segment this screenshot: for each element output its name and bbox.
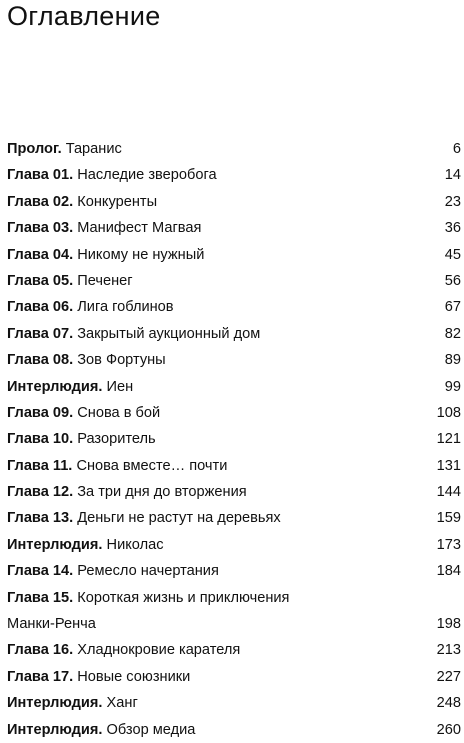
toc-entry-label: Глава 12. <box>7 484 74 501</box>
toc-entry-title: Наследие зверобога <box>77 167 217 184</box>
toc-entry[interactable] <box>7 242 461 268</box>
toc-entry-text <box>7 374 417 400</box>
toc-entry-label: Глава 16. <box>7 642 74 659</box>
toc-entry-text <box>7 453 417 479</box>
toc-entry[interactable] <box>7 585 461 638</box>
toc-entry[interactable] <box>7 690 461 716</box>
toc-entry-title: За три дня до вторжения <box>77 484 247 501</box>
toc-entry-label: Интерлюдия. <box>7 721 103 738</box>
toc-entry-title: Зов Фортуны <box>77 352 166 369</box>
toc-entry-title: Таранис <box>65 141 122 157</box>
toc-entry-text <box>7 347 417 373</box>
toc-list <box>7 136 461 743</box>
toc-entry-text <box>7 321 417 347</box>
toc-entry-text <box>7 585 417 638</box>
toc-entry-text <box>7 242 417 268</box>
toc-entry[interactable] <box>7 453 461 479</box>
toc-entry-label: Глава 02. <box>7 193 74 210</box>
toc-entry[interactable] <box>7 162 461 188</box>
toc-entry-text <box>7 505 417 531</box>
toc-page-number: 108 <box>436 404 461 421</box>
toc-entry-label: Глава 11. <box>7 457 73 474</box>
toc-entry[interactable] <box>7 400 461 426</box>
toc-entry-text <box>7 162 417 188</box>
toc-entry-title: Новые союзники <box>77 668 191 685</box>
toc-page-number: 56 <box>444 272 461 289</box>
toc-entry-label: Глава 05. <box>7 272 74 289</box>
toc-page-number: 89 <box>444 352 461 369</box>
toc-page-number: 131 <box>436 457 461 474</box>
toc-entry-text <box>7 717 417 743</box>
toc-page-number: 184 <box>436 563 461 580</box>
toc-entry-text <box>7 189 417 215</box>
toc-entry-title: Лига гоблинов <box>77 299 174 316</box>
toc-entry[interactable] <box>7 664 461 690</box>
toc-entry-text <box>7 637 417 663</box>
toc-entry-text <box>7 268 417 294</box>
toc-entry-label: Глава 03. <box>7 220 74 237</box>
toc-entry-label: Глава 14. <box>7 563 74 580</box>
toc-entry-title: Конкуренты <box>77 193 158 210</box>
toc-entry[interactable] <box>7 479 461 505</box>
toc-entry-text <box>7 426 417 452</box>
toc-entry-label: Глава 04. <box>7 246 74 263</box>
toc-entry-text <box>7 136 417 162</box>
toc-entry-title: Печенег <box>77 272 133 289</box>
toc-entry[interactable] <box>7 321 461 347</box>
toc-entry[interactable] <box>7 189 461 215</box>
toc-entry[interactable] <box>7 505 461 531</box>
toc-page-number: 14 <box>444 167 461 184</box>
toc-entry-label: Интерлюдия. <box>7 378 103 395</box>
toc-entry-text <box>7 532 417 558</box>
toc-entry-title: Ханг <box>106 695 138 712</box>
toc-entry[interactable] <box>7 347 461 373</box>
toc-entry-title: Закрытый аукционный дом <box>77 325 261 342</box>
toc-entry-label: Глава 15. <box>7 589 74 606</box>
toc-entry[interactable] <box>7 637 461 663</box>
toc-page-number: 144 <box>436 484 461 501</box>
toc-entry-label: Глава 09. <box>7 404 74 421</box>
toc-page-number: 82 <box>444 325 461 342</box>
toc-page-number: 99 <box>444 378 461 395</box>
toc-page-number: 45 <box>444 246 461 263</box>
toc-entry[interactable] <box>7 426 461 452</box>
toc-page-number: 23 <box>444 193 461 210</box>
toc-page-number: 248 <box>436 695 461 712</box>
toc-page-number: 159 <box>436 510 461 527</box>
toc-entry-label: Глава 06. <box>7 299 74 316</box>
toc-page-number: 213 <box>436 642 461 659</box>
toc-entry[interactable] <box>7 558 461 584</box>
toc-entry-text <box>7 479 417 505</box>
toc-entry-label: Интерлюдия. <box>7 536 103 553</box>
toc-page-number: 36 <box>444 220 461 237</box>
toc-entry-title: Обзор медиа <box>106 721 196 738</box>
toc-page-number: 227 <box>436 668 461 685</box>
toc-entry-title: Иен <box>106 378 134 395</box>
toc-entry-text <box>7 294 417 320</box>
toc-entry-title: Хладнокровие карателя <box>77 642 241 659</box>
toc-page-number: 260 <box>436 721 461 738</box>
toc-entry-label: Глава 17. <box>7 668 74 685</box>
toc-entry-title: Снова в бой <box>77 404 161 421</box>
toc-entry[interactable] <box>7 374 461 400</box>
toc-page-number: 6 <box>452 141 461 157</box>
toc-entry-label: Глава 13. <box>7 510 74 527</box>
toc-entry-title: Никому не нужный <box>77 246 205 263</box>
toc-entry-title: Николас <box>106 536 164 553</box>
toc-entry-label: Глава 07. <box>7 325 74 342</box>
toc-entry-title: Деньги не растут на деревьях <box>77 510 281 527</box>
toc-entry-text <box>7 664 417 690</box>
toc-entry-text <box>7 400 417 426</box>
toc-entry-label: Глава 01. <box>7 167 74 184</box>
toc-entry-label: Глава 10. <box>7 431 74 448</box>
toc-entry-label: Пролог. <box>7 141 62 157</box>
toc-entry-text <box>7 215 417 241</box>
toc-entry-label: Глава 08. <box>7 352 74 369</box>
toc-page-number: 121 <box>436 431 461 448</box>
toc-entry[interactable] <box>7 294 461 320</box>
toc-entry-title: Манифест Магвая <box>77 220 202 237</box>
toc-entry[interactable] <box>7 136 461 162</box>
toc-entry-title: Разоритель <box>77 431 156 448</box>
toc-page-number: 198 <box>436 616 461 633</box>
page-title: Оглавление <box>7 1 161 31</box>
toc-page-number: 67 <box>444 299 461 316</box>
toc-entry-title: Короткая жизнь и приключения <box>77 589 290 606</box>
toc-entry[interactable] <box>7 717 461 743</box>
toc-entry[interactable] <box>7 268 461 294</box>
toc-entry[interactable] <box>7 215 461 241</box>
toc-entry-text <box>7 558 417 584</box>
toc-entry-text <box>7 690 417 716</box>
toc-entry-label: Интерлюдия. <box>7 695 103 712</box>
toc-entry[interactable] <box>7 532 461 558</box>
toc-entry-title: Снова вместе… почти <box>76 457 228 474</box>
toc-entry-title: Ремесло начертания <box>77 563 219 580</box>
toc-page-number: 173 <box>436 536 461 553</box>
toc-entry-title-continuation: Манки-Ренча <box>7 616 96 633</box>
